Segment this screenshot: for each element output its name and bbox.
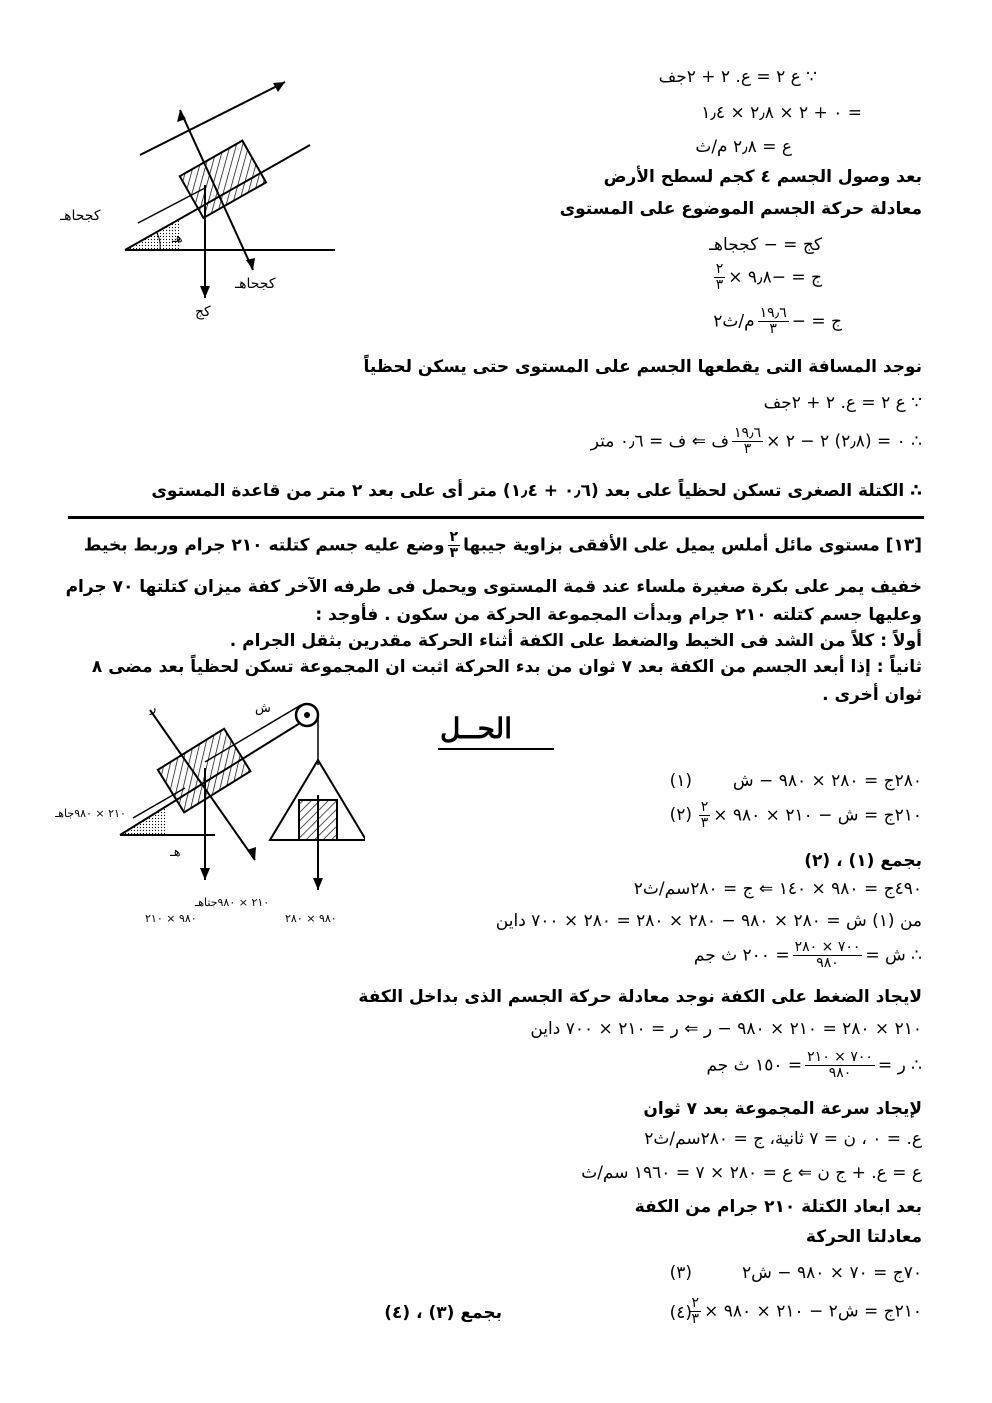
force-arrow-down-slope [138,188,205,223]
eq-velocity-result: ع = ٢٫٨ م/ث [695,137,792,157]
problem-13-line-2: خفيف يمر على بكرة صغيرة ملساء عند قمة المستوى ويحمل فى طرفه الآخر كفة ميزان كتلتها ٧٠ جرام [65,577,922,597]
add-1-2: بجمع (١) ، (٢) [804,851,922,871]
section-divider [68,516,924,519]
problem-13-first: أولاً : كلاً من الشد فى الخيط والضغط على الكفة أثناء الحركة مقدرين بثقل الجرام . [229,631,922,651]
fraction: $\frac{٧٠٠ \times ٢٨٠}{٩٨٠}$ [794,939,861,971]
problem-13-line-3: وعليها جسم كتلته ٢١٠ جرام وبدأت المجموعة الحركة من سكون . فأوجد : [315,605,922,625]
fraction: $\frac{١٩٫٦}{٣}$ [733,425,762,457]
force-label-bottom: كجحاهـ [235,276,276,292]
heading-after-removal: بعد ابعاد الكتلة ٢١٠ جرام من الكفة [634,1197,922,1217]
figure-inclined-plane-1 [60,70,360,330]
eq-pressure-gram: ∴ ر = $\frac{٧٠٠ \times ٢١٠}{٩٨٠}$ = ١٥٠ ث جم [706,1049,922,1081]
heading-distance: نوجد المسافة التى يقطعها الجسم على المستوى حتى يسكن لحظياً [363,357,922,377]
label-bottom-1: ٢١٠ × ٩٨٠جتاهـ [195,896,270,909]
eq-accel-2: ج = − $\frac{١٩٫٦}{٣}$ م/ث٢ [713,305,842,337]
eq-tension-dyne: من (١) ش = ٢٨٠ × ٩٨٠ − ٢٨٠ × ٢٨٠ = ٢٨٠ × ٧٠٠ داين [495,911,922,931]
eq-1-tag: (١) [669,771,692,791]
normal-arrow [150,710,255,860]
eq-substitution: = ٠ + ٢ × ٢٫٨ × ١٫٤ [701,103,862,123]
eq-4: ٢١٠ج = ش٢ − ٢١٠ × ٩٨٠ × $\frac{٢}{٣}$ [691,1295,922,1327]
tension-label: ش [255,701,271,716]
angle-label: هـ [170,845,181,860]
fraction: $\frac{٢}{٣}$ [691,1295,700,1327]
eq-2-tag: (٢) [669,805,692,825]
fraction: $\frac{٢}{٣}$ [700,799,709,831]
eq-accel-1: ج = −٩٫٨ × $\frac{٢}{٣}$ [715,261,822,293]
heading-pressure: لايجاد الضغط على الكفة نوجد معادلة حركة الجسم الذى بداخل الكفة [358,987,922,1007]
eq-velocity-squared: ∵ ع ٢ = ع. ٢ + ٢جف [658,67,817,87]
eq-3: ٧٠ج = ٧٠ × ٩٨٠ − ش٢ [742,1263,922,1283]
reaction-label: ر [150,701,157,716]
fraction: $\frac{١٩٫٦}{٣}$ [759,305,787,337]
force-label-left: ٢١٠ × ٩٨٠جاهـ [55,807,126,820]
eq-2: ٢١٠ج = ش − ٢١٠ × ٩٨٠ × $\frac{٢}{٣}$ [700,799,922,831]
heading-velocity: لإيجاد سرعة المجموعة بعد ٧ ثوان [643,1099,922,1119]
problem-13-line-1: [١٣] مستوى مائل أملس يميل على الأفقى بزاوية جيبها $\frac{٢}{٣}$ وضع عليه جسم كتلته ٢١٠ جرام وربط بخيط [83,529,922,561]
solution-heading: الحــل [440,712,512,745]
fraction: $\frac{٢}{٣}$ [715,261,724,293]
force-arrow-up-slope [140,82,285,155]
eq-pressure-dyne: ٢١٠ × ٢٨٠ = ٢١٠ × ٩٨٠ − ر ⇐ ر = ٢١٠ × ٧٠٠ داين [530,1019,922,1039]
eq-force: كج = − كججاهـ [709,235,822,255]
heading-motion-equations: معادلتا الحركة [805,1227,922,1247]
weight-label: كج [195,304,211,320]
problem-13-second: ثانياً : إذا أبعد الجسم من الكفة بعد ٧ ثوان من بدء الحركة اثبت ان المجموعة تسكن لحظياً بعد مضى ٨ [91,657,922,677]
angle-label: هـ [172,231,183,246]
eq-tension-gram: ∴ ش = $\frac{٧٠٠ \times ٢٨٠}{٩٨٠}$ = ٢٠٠ ث جم [693,939,922,971]
problem-13-second-cont: ثوان أخرى . [822,685,922,705]
eq-3-tag: (٣) [669,1263,692,1283]
eq-initial-values: ع. = ٠ ، ن = ٧ ثانية، ج = ٢٨٠سم/ث٢ [644,1129,922,1149]
heading-motion-eq: معادلة حركة الجسم الموضوع على المستوى [559,199,922,219]
eq-1: ٢٨٠ج = ٢٨٠ × ٩٨٠ − ش [732,771,922,791]
eq-velocity-7s: ع = ع. + ج ن ⇐ ع = ٢٨٠ × ٧ = ١٩٦٠ سم/ث [581,1163,922,1183]
heading-after-ground: بعد وصول الجسم ٤ كجم لسطح الأرض [603,167,922,187]
eq-distance: ∴ ٠ = (٢٫٨) ٢ − ٢ × $\frac{١٩٫٦}{٣}$ ف ⇐ ف = ٠٫٦ متر [590,425,922,457]
label-bottom-2: ٩٨٠ × ٢١٠ [145,912,197,925]
figure-pulley-system [55,700,365,925]
conclusion-line: ∴ الكتلة الصغرى تسكن لحظياً على بعد (٠٫٦ + ١٫٤) متر أى على بعد ٢ متر من قاعدة المستوى [151,481,922,501]
fraction: $\frac{٧٠٠ \times ٢١٠}{٩٨٠}$ [807,1049,873,1081]
fraction: $\frac{٢}{٣}$ [449,529,459,561]
force-label-left: كجحاهـ [60,208,101,224]
eq-velocity-squared-2: ∵ ع ٢ = ع. ٢ + ٢جف [763,393,922,413]
eq-4-tag: (٤) [669,1303,692,1323]
solution-underline [438,748,554,750]
add-3-4: بجمع (٣) ، (٤) [384,1303,502,1323]
eq-accel: ٤٩٠ج = ٩٨٠ × ١٤٠ ⇐ ج = ٢٨٠سم/ث٢ [633,879,922,899]
label-bottom-3: ٩٨٠ × ٢٨٠ [285,912,337,925]
